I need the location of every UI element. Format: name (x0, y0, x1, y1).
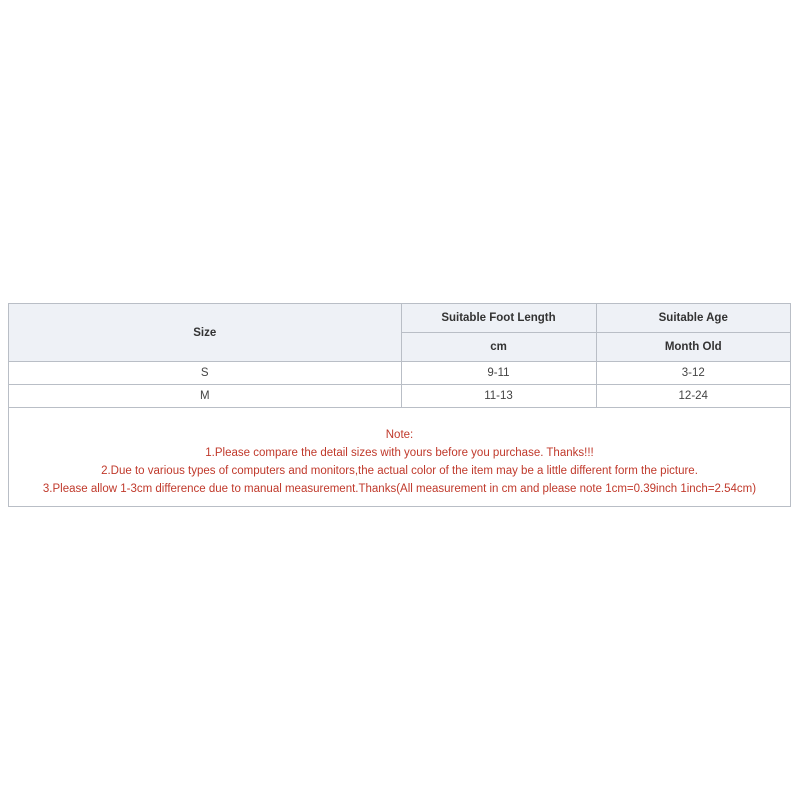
table-row (9, 362, 790, 385)
cell-age: 3-12 (596, 362, 790, 385)
table-row (9, 385, 790, 408)
note-line-3: 3.Please allow 1-3cm difference due to manual measurement.Thanks(All measurement in cm and please note 1cm=0.39inch 1inch=2.54cm) (42, 483, 757, 495)
header-foot-length: Suitable Foot Length (401, 304, 596, 333)
cell-foot-length: 11-13 (401, 385, 596, 408)
note-title: Note: (385, 429, 414, 441)
header-size: Size (9, 304, 401, 362)
note-line-1: 1.Please compare the detail sizes with yours before you purchase. Thanks!!! (205, 447, 594, 459)
size-table (9, 304, 790, 408)
header-age: Suitable Age (596, 304, 790, 333)
cell-foot-length: 9-11 (401, 362, 596, 385)
table-header-row (9, 304, 790, 333)
cell-age: 12-24 (596, 385, 790, 408)
notes-section (9, 408, 790, 506)
header-foot-length-unit: cm (401, 333, 596, 362)
cell-size: M (9, 385, 401, 408)
note-line-2: 2.Due to various types of computers and monitors,the actual color of the item may be a little different form the picture. (101, 465, 698, 477)
header-age-unit: Month Old (596, 333, 790, 362)
cell-size: S (9, 362, 401, 385)
size-chart (8, 303, 791, 507)
